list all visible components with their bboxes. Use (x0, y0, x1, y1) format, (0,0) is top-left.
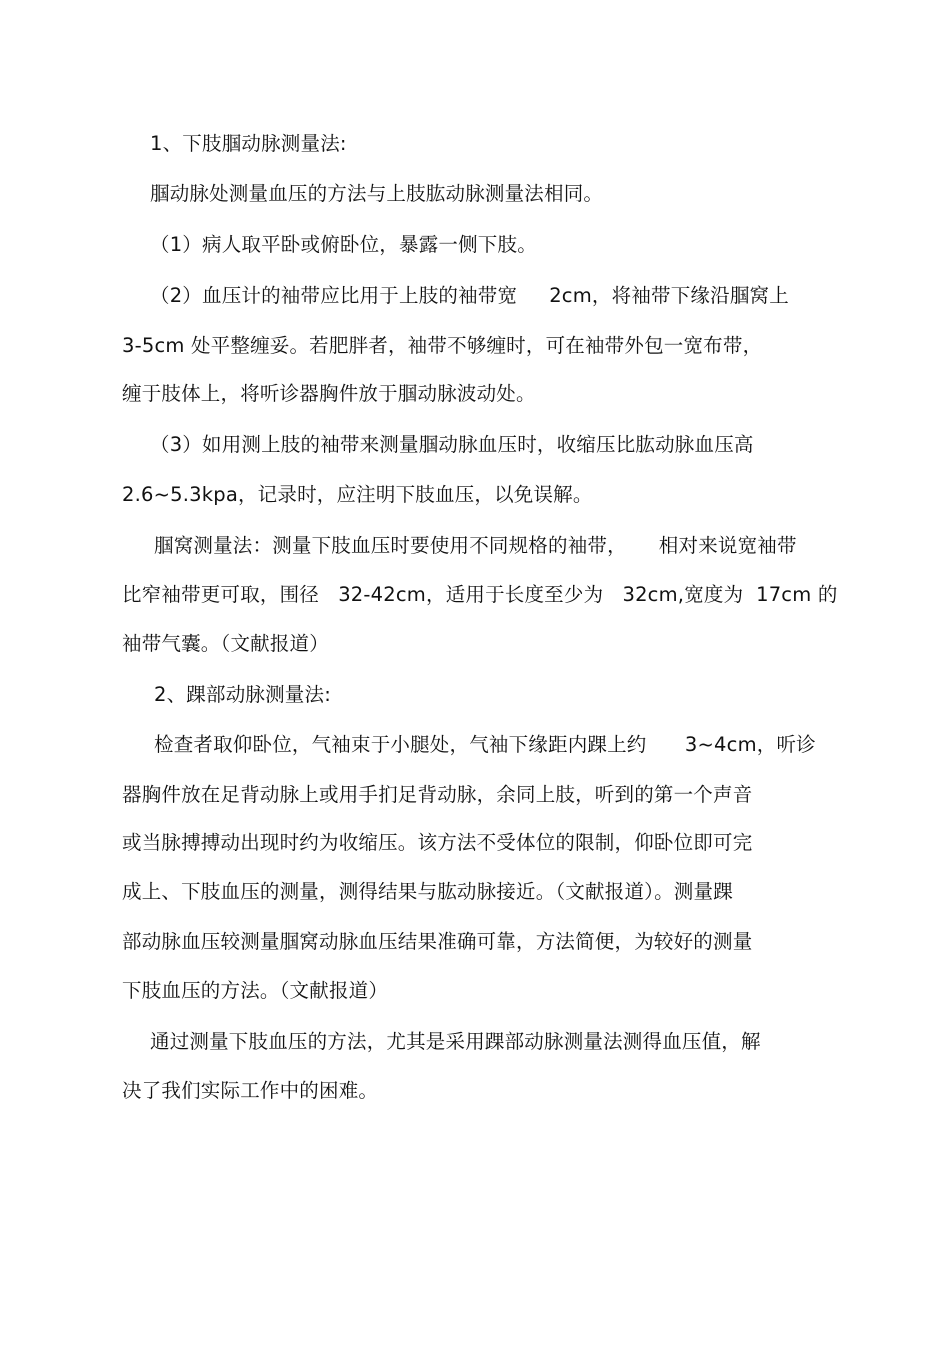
paragraph-line: 器胸件放在足背动脉上或用手扪足背动脉，余同上肢，听到的第一个声音 (122, 783, 753, 806)
paragraph-line: 下肢血压的方法。（文献报道） (122, 979, 389, 1002)
paragraph-line: （1）病人取平卧或俯卧位，暴露一侧下肢。 (150, 233, 537, 256)
paragraph-line: 部动脉血压较测量腘窝动脉血压结果准确可靠，方法简便，为较好的测量 (122, 930, 753, 953)
paragraph-line: 腘窝测量法：测量下肢血压时要使用不同规格的袖带， 相对来说宽袖带 (154, 534, 797, 557)
paragraph-line: （3）如用测上肢的袖带来测量腘动脉血压时，收缩压比肱动脉血压高 (150, 433, 754, 456)
paragraph-line: 2.6~5.3kpa，记录时，应注明下肢血压，以免误解。 (122, 483, 593, 506)
paragraph-line: （2）血压计的袖带应比用于上肢的袖带宽 2cm，将袖带下缘沿腘窝上 (150, 284, 789, 307)
paragraph-line: 袖带气囊。（文献报道） (122, 632, 329, 655)
paragraph-line: 或当脉搏搏动出现时约为收缩压。该方法不受体位的限制，仰卧位即可完 (122, 831, 753, 854)
paragraph-line: 检查者取仰卧位，气袖束于小腿处，气袖下缘距内踝上约 3~4cm，听诊 (154, 733, 816, 756)
paragraph-line: 比窄袖带更可取，围径 32-42cm，适用于长度至少为 32cm,宽度为 17cm 的 (122, 583, 838, 606)
heading-popliteal-method: 1、下肢腘动脉测量法: (150, 132, 347, 155)
heading-ankle-method: 2、踝部动脉测量法: (154, 683, 331, 706)
paragraph-line: 通过测量下肢血压的方法，尤其是采用踝部动脉测量法测得血压值，解 (150, 1030, 761, 1053)
paragraph-line: 3-5cm 处平整缠妥。若肥胖者，袖带不够缠时，可在袖带外包一宽布带， (122, 334, 763, 357)
paragraph-line: 腘动脉处测量血压的方法与上肢肱动脉测量法相同。 (150, 182, 604, 205)
paragraph-line: 成上、下肢血压的测量，测得结果与肱动脉接近。（文献报道）。测量踝 (122, 880, 733, 903)
paragraph-line: 决了我们实际工作中的困难。 (122, 1079, 379, 1102)
paragraph-line: 缠于肢体上，将听诊器胸件放于腘动脉波动处。 (122, 382, 536, 405)
